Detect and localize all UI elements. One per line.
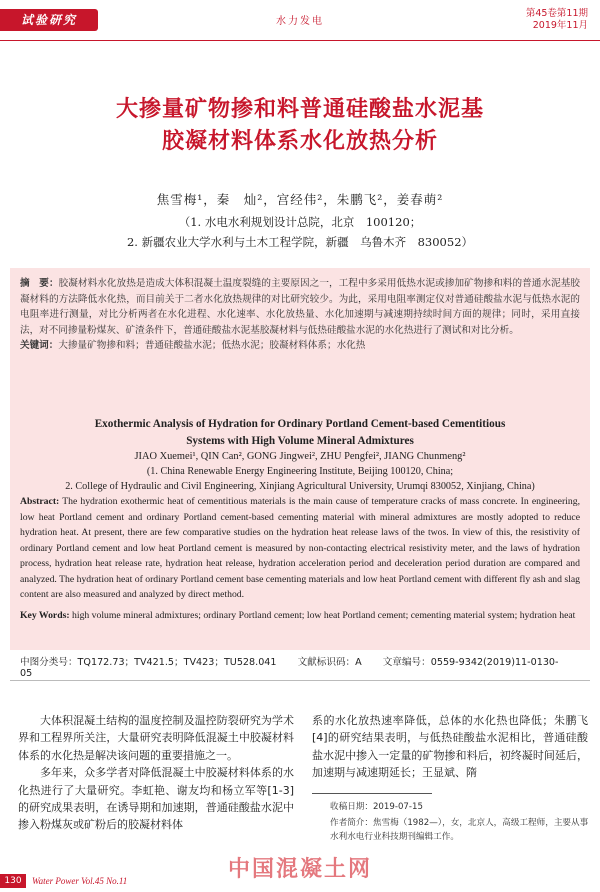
english-title-line-1: Exothermic Analysis of Hydration for Ordinary Portland Cement-based Cementitious (94, 418, 506, 430)
affiliation-2: 2. 新疆农业大学水利与土木工程学院，新疆 乌鲁木齐 830052） (126, 235, 474, 249)
en-keywords-text: high volume mineral admixtures; ordinary Portland cement; low heat Portland cement; cementing material system; hydration heat (72, 610, 576, 621)
section-tab: 试验研究 (0, 9, 98, 31)
english-affiliation-2: 2. College of Hydraulic and Civil Engineering, Xinjiang Agricultural University, Urumqi 830052, Xinjiang, China) (65, 481, 535, 492)
body-column-right (312, 712, 588, 782)
cn-keywords-label: 关键词： (20, 340, 59, 352)
title-line-2: 胶凝材料体系水化放热分析 (161, 129, 438, 154)
footer-journal: Water Power Vol.45 No.11 (32, 876, 128, 886)
footnote-author: 作者简介：焦雪梅（1982—），女，北京人，高级工程师，主要从事水利水电行业科技期刊编辑工作。 (330, 818, 589, 842)
footnote-rule (312, 793, 432, 794)
header-rule (0, 40, 600, 41)
english-authors: JIAO Xuemei¹, QIN Can², GONG Jingwei², ZHU Pengfei², JIANG Chunmeng² (134, 451, 466, 462)
cn-keywords: 大掺量矿物掺和料；普通硅酸盐水泥；低热水泥；胶凝材料体系；水化热 (58, 340, 366, 352)
body-column-left (18, 712, 294, 834)
article-number: 文章编号：0559-9342(2019)11-0130-05 (20, 657, 559, 679)
footnote-received: 收稿日期：2019-07-15 (330, 802, 423, 812)
en-abstract-text: The hydration exothermic heat of cementitious materials is the main cause of temperature cracks of mass concrete. In engineering, low heat Portland cement and ordinary Portland cement-based cementing material with mineral admixtures are mostly adopted to reduce hydration heat. At present, there are few comparative studies on the hydration heat release laws of the twos. In view of this, the resistivity of ordinary Portland cement and low heat Portland cement is measured by non-contacting electrical resistivity meter, and the laws of hydration process, hydration heat release rate, hydration heat release, hydration acceleration period and deceleration period duration are compared and analyzed. The hydration heat of ordinary Portland cement base cementing materials and low heat Portland cement with different fly ash and slag content are also measured and analyzed by direct method. (20, 496, 580, 600)
watermark: 中国混凝土网 (227, 857, 372, 882)
page-number: 130 (0, 874, 26, 888)
left-paragraph-1: 大体积混凝土结构的温度控制及温控防裂研究为学术界和工程界所关注，大量研究表明降低混凝土中胶凝材料体系的水化热是解决该问题的重要措施之一。 (18, 714, 294, 762)
english-keywords (20, 608, 580, 624)
english-title-line-2: Systems with High Volume Mineral Admixtures (186, 435, 414, 447)
english-affiliation-1: (1. China Renewable Energy Engineering Institute, Beijing 100120, China; (146, 466, 454, 477)
affiliation-1: （1. 水电水利规划设计总院，北京 100120； (178, 215, 422, 229)
english-title (20, 416, 580, 450)
right-paragraph-1: 系的水化放热速率降低，总体的水化热也降低；朱鹏飞[4]的研究结果表明，与低热硅酸盐水泥相比，普通硅酸盐水泥中掺入一定量的矿物掺和料后，初终凝时间延后，加速期与减速期延长；王显斌、隋 (312, 714, 588, 780)
clc-number: 中图分类号：TQ172.73；TV421.5；TV423；TU528.041 (20, 657, 277, 668)
en-abstract-label: Abstract: (20, 496, 60, 507)
cn-abstract-text: 胶凝材料水化放热是造成大体积混凝土温度裂缝的主要原因之一，工程中多采用低热水泥或掺加矿物掺和料的普通水泥基胶凝材料的方法降低水化热，而目前关于二者水化放热规律的对比研究较少。为此，采用电阻率测定仪对普通硅酸盐水泥与低热水泥的电阻率进行测量，对比分析两者在水化进程、水化速率、水化放热量、水化加速期与减速期持续时间方面的规律；同时，采用直接法，对不同掺量粉煤灰、矿渣条件下，普通硅酸盐水泥基胶凝材料与低热硅酸盐水泥的水化热进行了测试和对比分析。 (20, 278, 580, 336)
author-list: 焦雪梅¹，秦 灿²，宫经伟²，朱鹏飞²，姜春萌² (156, 192, 444, 207)
chinese-abstract (20, 276, 580, 354)
volume-label: 第45卷第11期 (525, 8, 588, 19)
journal-name: 水力发电 (276, 16, 324, 27)
document-code: 文献标识码：A (297, 657, 362, 668)
classification-line (20, 654, 580, 679)
date-label: 2019年11月 (532, 20, 588, 31)
section-divider (10, 680, 590, 681)
cn-abstract-label: 摘 要： (20, 278, 59, 289)
title-line-1: 大掺量矿物掺和料普通硅酸盐水泥基 (115, 97, 484, 122)
issue-info (470, 8, 588, 32)
left-paragraph-2: 多年来，众多学者对降低混凝土中胶凝材料体系的水化热进行了大量研究。李虹艳、谢友均和杨立军等[1-3]的研究成果表明，在诱导期和加速期，普通硅酸盐水泥中掺入粉煤灰或矿粉后的胶凝材料体 (18, 766, 294, 832)
english-abstract (20, 494, 580, 603)
en-keywords-label: Key Words: (20, 610, 70, 621)
